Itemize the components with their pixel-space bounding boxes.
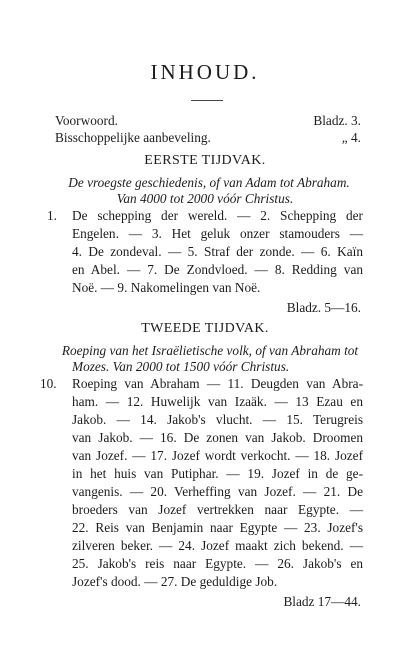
section-2-line: van Jakob. — 16. De zonen van Jakob. Droomen (72, 430, 363, 445)
section-2-line: Jozef's dood. — 27. De geduldige Job. (72, 574, 278, 589)
section-2-line: vangenis. — 20. Verheffing van Jozef. — 21. De (72, 484, 363, 499)
section-subtitle-1-line-1: De vroegste geschiedenis, of van Adam tot Abraham. (68, 175, 350, 190)
section-heading-2: TWEEDE TIJDVAK. (141, 321, 269, 336)
section-2-line: in het huis van Putiphar. — 19. Jozef in de ge- (72, 466, 363, 481)
toc-entry-page-voorwoord: Bladz. 3. (313, 113, 361, 128)
section-subtitle-2-line-2: Mozes. Van 2000 tot 1500 vóór Christus. (72, 359, 290, 374)
section-1-line: Noë. — 9. Nakomelingen van Noë. (72, 280, 261, 295)
section-subtitle-2-line-1: Roeping van het Israëlietische volk, of van Abraham tot (61, 343, 359, 358)
toc-entry-label-aanbeveling: Bisschoppelijke aanbeveling. (55, 130, 211, 145)
section-2-line: zilveren beker. — 24. Jozef maakt zich bekend. — (72, 538, 363, 553)
entry-number-1: 1. (47, 208, 57, 223)
section-2-line: ham. — 12. Huwelijk van Izaäk. — 13 Ezau en (72, 394, 363, 409)
section-1-line: De schepping der wereld. — 2. Schepping der (72, 208, 363, 223)
section-1-pages: Bladz. 5—16. (286, 300, 361, 315)
section-heading-1: EERSTE TIJDVAK. (144, 153, 266, 168)
title-divider (191, 100, 223, 101)
toc-entry-label-voorwoord: Voorwoord. (55, 113, 118, 128)
toc-entry-page-aanbeveling: „ 4. (341, 130, 361, 145)
section-2-line: Jakob. — 14. Jakob's vlucht. — 15. Terugreis (72, 412, 363, 427)
section-2-line: broeders van Jozef vertrekken naar Egypte. — (72, 502, 363, 517)
page-title: INHOUD. (150, 60, 260, 84)
entry-number-10: 10. (40, 376, 57, 391)
section-subtitle-1-line-2: Van 4000 tot 2000 vóór Christus. (116, 191, 294, 206)
section-2-pages: Bladz 17—44. (283, 594, 361, 609)
section-1-line: Engelen. — 3. Het geluk onzer stamouders — (72, 226, 363, 241)
section-2-line: van Jozef. — 17. Jozef wordt verkocht. — 18. Jozef (72, 448, 363, 463)
section-1-line: en Abel. — 7. De Zondvloed. — 8. Redding van (72, 262, 363, 277)
section-2-line: Roeping van Abraham — 11. Deugden van Abra- (72, 376, 363, 391)
section-2-line: 25. Jakob's reis naar Egypte. — 26. Jakob's en (72, 556, 363, 571)
section-2-line: 22. Reis van Benjamin naar Egypte — 23. Jozef's (72, 520, 363, 535)
section-1-line: 4. De zondeval. — 5. Straf der zonde. — 6. Kaïn (72, 244, 363, 259)
